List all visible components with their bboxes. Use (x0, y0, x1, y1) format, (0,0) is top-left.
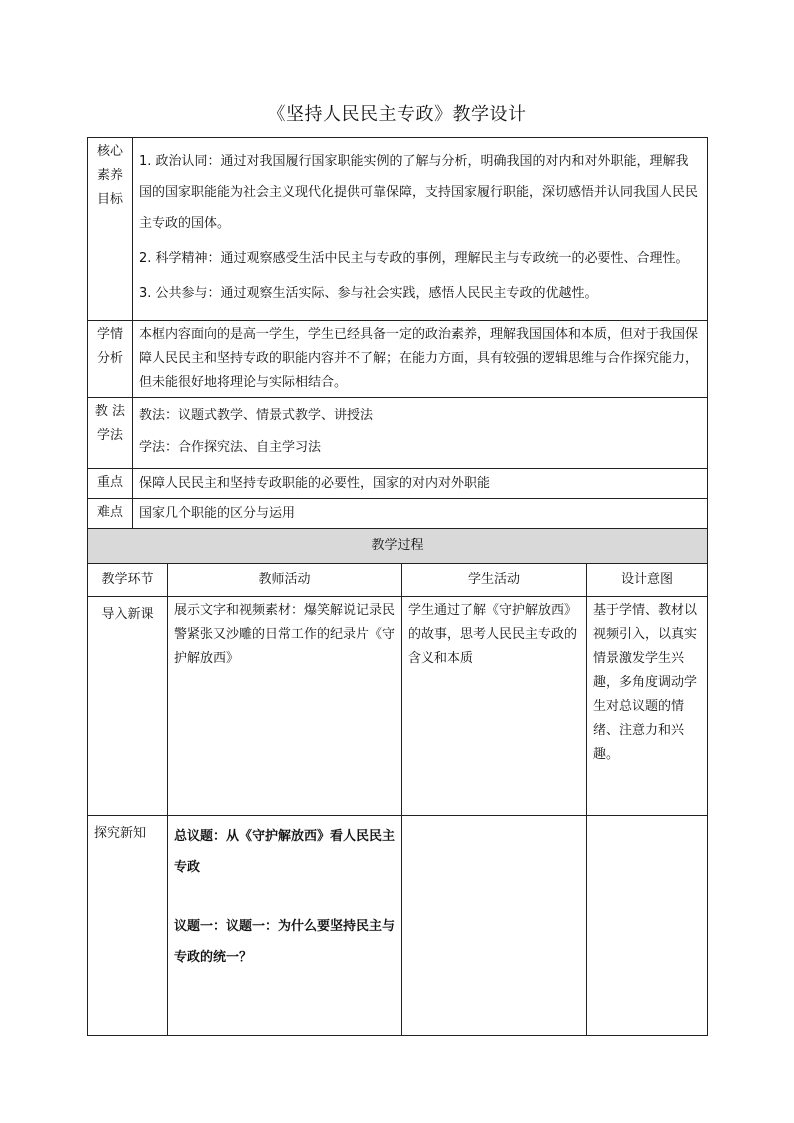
student-activity-cell (402, 816, 587, 1036)
methods-row (88, 398, 708, 469)
key-point-label: 重点 (88, 469, 133, 499)
key-point-text: 保障人民民主和坚持专政职能的必要性，国家的对内对外职能 (133, 469, 708, 499)
stage-cell: 导入新课 (88, 597, 168, 816)
core-literacy-label: 核心 素养 目标 (88, 138, 133, 321)
difficult-point-label: 难点 (88, 499, 133, 529)
key-point-row (88, 469, 708, 499)
methods-label: 教 法 学法 (88, 398, 133, 469)
document-title: 《坚持人民民主专政》教学设计 (267, 104, 527, 125)
process-header-row (88, 564, 708, 597)
design-intent-cell: 基于学情、教材以视频引入，以真实情景激发学生兴趣，多角度调动学生对总议题的情绪、注意力和兴趣。 (587, 597, 708, 816)
lesson-plan-table (87, 137, 708, 1036)
stage-cell: 探究新知 (88, 816, 168, 1036)
student-analysis-label: 学情 分析 (88, 321, 133, 398)
teacher-activity-cell (168, 816, 402, 1036)
teaching-method: 教法：议题式教学、情景式教学、讲授法 (139, 408, 374, 423)
process-section-row (88, 529, 708, 564)
methods-content (133, 398, 708, 469)
core-item-1: 1. 政治认同：通过对我国履行国家职能实例的了解与分析，明确我国的对内和对外职能，理解我国的国家职能能为社会主义现代化提供可靠保障，支持国家履行职能，深切感悟并认同我国人民民主专政的国体。 (139, 154, 699, 231)
process-row-explore (88, 816, 708, 1036)
process-row-intro (88, 597, 708, 816)
student-activity-cell: 学生通过了解《守护解放西》的故事，思考人民民主专政的含义和本质 (402, 597, 587, 816)
core-item-3: 3. 公共参与：通过观察生活实际、参与社会实践，感悟人民民主专政的优越性。 (139, 286, 598, 301)
sub-topic-1: 议题一：议题一：为什么要坚持民主与专政的统一？ (174, 919, 396, 965)
header-student: 学生活动 (402, 564, 587, 597)
difficult-point-text: 国家几个职能的区分与运用 (133, 499, 708, 529)
design-intent-cell (587, 816, 708, 1036)
core-literacy-row (88, 138, 708, 321)
process-section-title: 教学过程 (88, 529, 708, 564)
core-item-2: 2. 科学精神：通过观察感受生活中民主与专政的事例，理解民主与专政统一的必要性、合理性。 (139, 251, 689, 266)
header-stage: 教学环节 (88, 564, 168, 597)
student-analysis-text: 本框内容面向的是高一学生，学生已经具备一定的政治素养，理解我国国体和本质，但对于我国保障人民民主和坚持专政的职能内容并不了解；在能力方面，具有较强的逻辑思维与合作探究能力，但未能很好地将理论与实际相结合。 (133, 321, 708, 398)
difficult-point-row (88, 499, 708, 529)
student-analysis-row (88, 321, 708, 398)
teacher-activity-cell: 展示文字和视频素材：爆笑解说记录民警紧张又沙雕的日常工作的纪录片《守护解放西》 (168, 597, 402, 816)
header-teacher: 教师活动 (168, 564, 402, 597)
main-topic: 总议题：从《守护解放西》看人民民主专政 (174, 829, 396, 875)
learning-method: 学法：合作探究法、自主学习法 (139, 440, 322, 455)
header-intent: 设计意图 (587, 564, 708, 597)
core-literacy-content (133, 138, 708, 321)
